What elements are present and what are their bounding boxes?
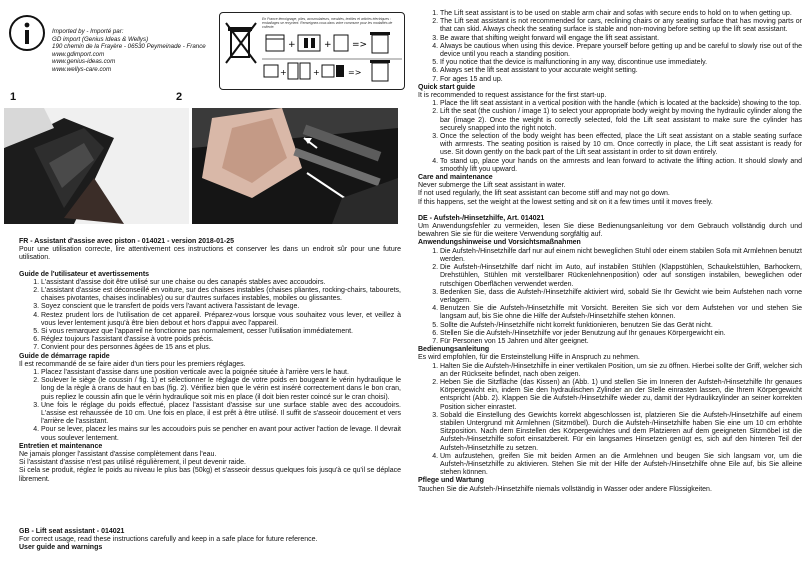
list-item: 3. Une fois le réglage du poids effectué, placez l'assistant d'assise sur une surface stable avec des accoudoirs. L'assise est rehaussée de 10 cm. Une fois en place, il est prêt à être utilisé. Il suffit de s'asseoir doucement et vers l'arrière de l'assistant.: [41, 402, 401, 427]
fr-title: FR - Assistant d'assise avec piston - 014021 - version 2018-01-25: [19, 238, 235, 245]
gb-care-heading: Care and maintenance: [418, 174, 493, 182]
list-item: 2. L'assistant d'assise est déconseillé en voiture, sur des chaises instables (chaises pliantes, rocking-chairs, tabourets, chaises pivotantes, chaises inclinables) ou sur d'autres surfaces instables, mobiles ou glissantes.: [41, 287, 401, 303]
list-item: 5. If you notice that the device is malfunctioning in any way, discontinue use immediately.: [440, 59, 802, 67]
bottle-icon: [288, 63, 310, 79]
list-item: 1. L'assistant d'assise doit être utilisé sur une chaise ou des canapés stables avec accoudoirs.: [41, 279, 401, 287]
list-item: 3. Once the selection of the body weight has been effected, place the Lift seat assistant on a stable seating surface with armrests. The seating position is raised by 10 cm. Once correctly in place, the Lift seat assistant is ready for use. Sit down gently on the back part of the Lift seat assistant in order to sit down entirely.: [440, 133, 802, 158]
de-care-line: Tauchen Sie die Aufsteh-/Hinsetzhilfe niemals vollständig in Wasser oder andere Flüssigkeiten.: [418, 485, 712, 493]
importer-line: www.genius-ideas.com: [52, 58, 116, 65]
list-item: 1. Placez l'assistant d'assise dans une position verticale avec la poignée située à l'arrière vers le haut.: [41, 369, 401, 377]
list-item: 1. The Lift seat assistant is to be used on stable arm chair and sofas with secure ends to hold on to when getting up.: [440, 10, 802, 18]
list-item: 1. Place the lift seat assistant in a vertical position with the handle (which is located at the backside) showing to the top.: [440, 100, 802, 108]
importer-line: GD import (Genius Ideas & Wellys): [52, 35, 149, 43]
list-item: 4. Always be cautious when using this device. Prepare yourself before getting up and be careful to slowly rise out of the device until you reach a standing position.: [440, 43, 802, 59]
info-circle-icon: [8, 14, 46, 52]
gb-intro: For correct usage, read these instructions carefully and keep in a safe place for future reference.: [19, 536, 318, 544]
fr-care-heading: Entretien et maintenance: [19, 442, 103, 450]
list-item: 5. Sollte die Aufsteh-/Hinsetzhilfe nicht korrekt funktionieren, benutzen Sie das Gerät nicht.: [440, 322, 802, 330]
fr-section: [19, 238, 401, 484]
de-quick-intro: Es wird empfohlen, für die Ersteinstellung Hilfe in Anspruch zu nehmen.: [418, 354, 640, 362]
can-icon: [322, 65, 344, 77]
gb-quick-heading: Quick start guide: [418, 83, 476, 91]
importer-header: [4, 10, 402, 88]
list-item: 2. Lift the seat (the cushion / image 1) to select your appropriate body weight by moving the hydraulic cylinder along the bar (image 2). Once the weight is correctly selected, fold the Lift seat assistant to make sure the cylinder has securely snapped into the right notch.: [440, 108, 802, 133]
svg-text:+: +: [288, 40, 296, 50]
list-item: 4. Restez prudent lors de l'utilisation de cet appareil. Préparez-vous lorsque vous souhaitez vous lever, et veillez à vous lever lentement jusqu'à être bien debout et hors d'appui avec l'appareil.: [41, 312, 401, 328]
svg-text:=>: =>: [348, 68, 362, 77]
de-guide-heading: Anwendungshinweise und Vorsichtsmaßnahmen: [418, 239, 581, 247]
figure-2-label: 2: [176, 91, 183, 103]
list-item: 7. Convient pour des personnes âgées de 15 ans et plus.: [41, 344, 401, 352]
importer-line: 190 chemin de la Frayère - 06530 Peymeinade - France: [52, 43, 206, 50]
list-item: 4. Um aufzustehen, greifen Sie mit beiden Armen an die Armlehnen und beugen Sie sich langsam vor, um die Aufsteh-/Hinsetzhilfe zu aktivieren. Stehen Sie mit der Hilfe der Aufsteh-/Hinsetzhilfe ohne Eile auf, bis Sie alleine stehen können.: [440, 453, 802, 478]
gb-care-line: If not used regularly, the lift seat assistant can become stiff and may not go down.: [418, 190, 670, 198]
figure-1-label: 1: [10, 91, 17, 103]
importer-line: www.gdimport.com: [52, 50, 105, 58]
fr-care-line: Si l'assistant d'assise n'est pas utilisé régulièrement, il peut devenir raide.: [19, 459, 246, 467]
list-item: 5. Si vous remarquez que l'appareil ne fonctionne pas normalement, cesser l'utilisation immédiatement.: [41, 328, 401, 336]
recycling-icons: [262, 29, 402, 87]
fr-quick-intro: Il est recommandé de se faire aider d'un tiers pour les premiers réglages.: [19, 360, 246, 368]
gb-guide-heading: User guide and warnings: [19, 544, 103, 552]
gb-care-line: If this happens, set the weight at the lowest setting and sit on it a few times until it moves freely.: [418, 198, 713, 206]
list-item: 3. Soyez conscient que le transfert de poids vers l'avant activera l'assistant de levage.: [41, 303, 401, 311]
fr-intro: Pour une utilisation correcte, lire attentivement ces instructions et conserver les dans un endroit sûr pour une future utilisation.: [19, 246, 401, 262]
list-item: 2. Die Aufsteh-/Hinsetzhilfe darf nicht im Auto, auf instabilen Stühlen (Klappstühlen, Schaukelstühlen, Barhockern, Drehstühlen, Stühlen mit verstellbarer Rückenlehnenposition) oder auf sonstigen instabilen, beweglichen oder rutschigen Oberflächen verwendet werden.: [440, 264, 802, 289]
list-item: 3. Sobald die Einstellung des Gewichts korrekt abgeschlossen ist, platzieren Sie die Aufsteh-/Hinsetzhilfe auf einem stabilen Untergrund mit Armlehnen (Sitzmöbel). Durch die Aufsteh-/Hinsetzhilfe haben Sie eine um 10 cm erhöhte Sitzposition. Nach dem Einstellen des Körpergewichtes und dem Platzieren auf dem geeigneten Sitzmöbel ist die Aufsteh-/Hinsetzhilfe sofort einsatzbereit. Für ein langsames Hinsetzen genügt es, sich auf den hinteren Teil der Aufsteh-/Hinsetzhilfe zu setzen.: [440, 412, 802, 453]
importer-line: Imported by - Importé par:: [52, 28, 124, 35]
box-icon: [264, 65, 278, 77]
list-item: 6. Always set the lift seat assistant to your accurate weight setting.: [440, 67, 802, 75]
fr-care-line: Ne jamais plonger l'assistant d'assise complètement dans l'eau.: [19, 451, 217, 459]
importer-address: [52, 28, 212, 73]
svg-text:+: +: [280, 68, 287, 77]
list-item: 6. Réglez toujours l'assistant d'assise à votre poids précis.: [41, 336, 401, 344]
bottle-icon: [298, 35, 320, 51]
svg-text:+: +: [324, 40, 332, 50]
list-item: 6. Stellen Sie die Aufsteh-/Hinsetzhilfe vor jeder Benutzung auf Ihr genaues Körpergewicht ein.: [440, 330, 802, 338]
list-item: 3. Be aware that shifting weight forward will engage the lift seat assistant.: [440, 35, 802, 43]
box-icon: [266, 35, 284, 51]
svg-text:+: +: [313, 68, 320, 77]
gb-care-line: Never submerge the Lift seat assistant in water.: [418, 182, 566, 190]
list-item: 2. Heben Sie die Sitzfläche (das Kissen) an (Abb. 1) und stellen Sie im Inneren der Aufsteh-/Hinsetzhilfe Ihr genaues Körpergewicht ein, indem Sie den hydraulischen Zylinder an der Stelle einrasten lassen, die Ihrem Körpergewicht entspricht (Abb. 2). Klappen Sie die Aufsteh-/Hinsetzhilfe wieder zu, damit der Hydraulikzylinder an seiner korrekten Position sicher einrastet.: [440, 379, 802, 412]
fr-care-line: Si cela se produit, réglez le poids au niveau le plus bas (50kg) et s'asseoir dessus quelques fois jusqu'à ce qu'il se déplace librement.: [19, 467, 401, 483]
list-item: 2. The Lift seat assistant is not recommended for cars, reclining chairs or any seating surface that has moving parts or that can skid. Always check the seating surface is stable and non-moving before setting up the lift seat assistant.: [440, 18, 802, 34]
gb-section-start: [19, 528, 401, 553]
list-item: 3. Bedenken Sie, dass die Aufsteh-/Hinsetzhilfe aktiviert wird, sobald Sie Ihr Gewicht wie beim Aufstehen nach vorne verlagern.: [440, 289, 802, 305]
de-intro: Um Anwendungsfehler zu vermeiden, lesen Sie diese Bedienungsanleitung vor dem Gebrauch vollständig durch und bewahren Sie sie für die weitere Verwendung sorgfältig auf.: [418, 223, 802, 239]
gb-quick-intro: It is recommended to request assistance for the first start-up.: [418, 92, 607, 100]
list-item: 4. Pour se lever, placez les mains sur les accoudoirs puis se pencher en avant pour activer l'action de levage. Il devrait vous soulever lentement.: [41, 426, 401, 442]
fr-guide-heading: Guide de l'utilisateur et avertissements: [19, 270, 150, 278]
trash-bin-icon: [224, 19, 258, 65]
fr-quick-heading: Guide de démarrage rapide: [19, 352, 110, 360]
list-item: 4. Benutzen Sie die Aufsteh-/Hinsetzhilfe mit Vorsicht. Bereiten Sie sich vor dem Aufstehen vor und stehen Sie langsam auf, bis Sie ohne die Hilfe der Aufsteh-/Hinsetzhilfe stehen können.: [440, 305, 802, 321]
list-item: 1. Die Aufsteh-/Hinsetzhilfe darf nur auf einem nicht beweglichen Stuhl oder einem stabilen Sofa mit Armlehnen benutzt werden.: [440, 248, 802, 264]
svg-text:=>: =>: [352, 40, 368, 50]
list-item: 7. Für Personen von 15 Jahren und älter geeignet.: [440, 338, 802, 346]
list-item: 7. For ages 15 and up.: [440, 76, 802, 84]
right-column: [418, 10, 802, 494]
bin-icon: [370, 60, 390, 81]
list-item: 1. Halten Sie die Aufsteh-/Hinsetzhilfe in einer vertikalen Position, um sie zu öffnen. Hierbei sollte der Griff, welcher sich an der Rückseite befindet, nach oben zeigen.: [440, 363, 802, 379]
recycling-note: En France témoignage, piles, accumulateurs, meubles, textiles et articles électriques : emballages se recyclent. Renseignez-vous dans votre commune pour les modalités de collecte.: [262, 17, 393, 29]
list-item: 4. To stand up, place your hands on the armrests and lean forward to activate the lifting action. It should slowly and smoothly lift you upward.: [440, 158, 802, 174]
figure-1-photo: [4, 108, 189, 224]
recycling-panel: [219, 12, 405, 90]
list-item: 2. Soulever le siège (le coussin / fig. 1) et sélectionner le réglage de votre poids en bougeant le vérin hydraulique le long de la règle à crans de haut en bas (fig. 2). Vérifiez bien que le vérin est inséré correctement dans le bon cran, puis repliez le coussin afin que le vérin hydraulique soit mis en place (il doit bien rester coincé sur le cran choisi).: [41, 377, 401, 402]
can-icon: [334, 35, 348, 51]
de-care-heading: Pflege und Wartung: [418, 477, 484, 485]
gb-title: GB - Lift seat assistant - 014021: [19, 528, 125, 535]
importer-line: www.wellys-care.com: [52, 65, 112, 73]
figure-2-photo: [192, 108, 398, 224]
de-quick-heading: Bedienungsanleitung: [418, 346, 490, 354]
de-title: DE - Aufsteh-/Hinsetzhilfe, Art. 014021: [418, 214, 545, 222]
bin-icon: [370, 32, 390, 53]
